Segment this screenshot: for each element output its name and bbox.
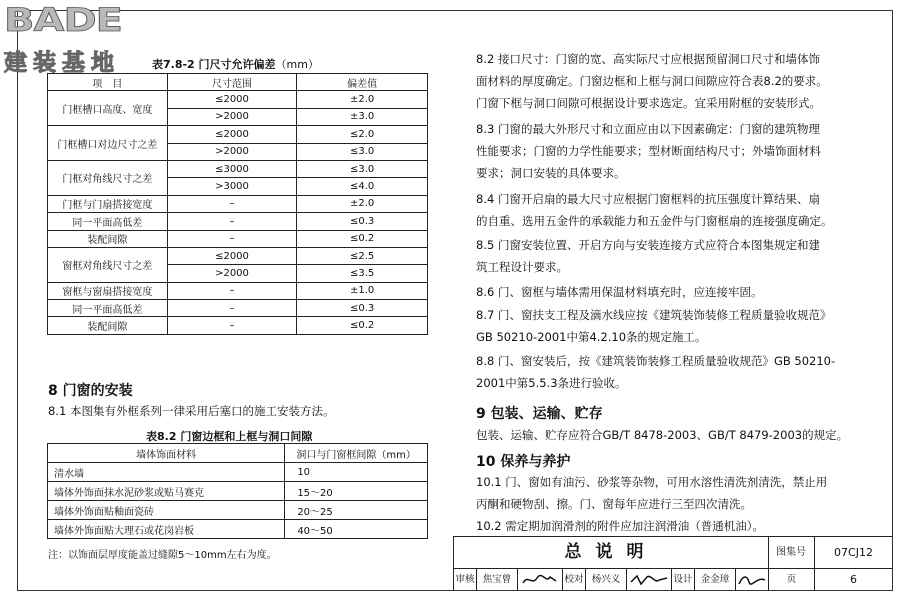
table2-caption: 表8.2 门窗边框和上框与洞口间隙 <box>146 430 313 443</box>
table2-header-row <box>48 444 428 463</box>
size-range: >2000 <box>167 143 297 160</box>
deviation-value: ≤3.0 <box>297 143 428 160</box>
table-row <box>48 520 428 539</box>
deviation-value: ≤0.2 <box>297 230 428 247</box>
right-text-line: 2001中第5.5.3条进行验收。 <box>476 376 627 390</box>
table-row <box>48 213 428 230</box>
size-range: – <box>167 230 297 247</box>
atlas-number: 07CJ12 <box>815 537 892 569</box>
section10-heading: 10 保养与养护 <box>476 454 571 470</box>
table-row <box>48 195 428 212</box>
right-text-line: 筑工程设计要求。 <box>476 260 568 274</box>
tolerance-item: 门框槽口对边尺寸之差 <box>48 126 168 161</box>
door-tolerance-table <box>47 73 428 335</box>
table-row <box>48 317 428 334</box>
signature-row <box>454 569 892 590</box>
table-row <box>48 282 428 299</box>
deviation-value: ±2.0 <box>297 195 428 212</box>
table1-header-cell: 尺寸范围 <box>167 74 297 91</box>
right-text-line: 8.7 门、窗扶支工程及滴水线应按《建筑装饰装修工程质量验收规范》 <box>476 308 832 322</box>
right-text-line: 性能要求；门窗的力学性能要求；型材断面结构尺寸；外墙饰面材料 <box>476 144 821 158</box>
tolerance-item: 窗框对角线尺寸之差 <box>48 247 168 282</box>
right-text-line: GB 50210-2001中第4.2.10条的规定施工。 <box>476 330 707 344</box>
deviation-value: ≤0.3 <box>297 213 428 230</box>
right-text-line: 8.8 门、窗安装后，按《建筑装饰装修工程质量验收规范》GB 50210- <box>476 354 836 368</box>
wall-finish-material: 墙体外饰面贴釉面瓷砖 <box>48 501 285 520</box>
right-text-line: 要求；洞口安装的具体要求。 <box>476 166 626 180</box>
gap-value: 40～50 <box>285 520 428 539</box>
section10-line-1: 10.1 门、窗如有油污、砂浆等杂物，可用水溶性清洗剂清洗，禁止用 <box>476 475 828 489</box>
table1-caption-text: 表7.8-2 门尺寸允许偏差 <box>152 58 276 71</box>
table1-caption <box>152 56 319 72</box>
table-row <box>48 300 428 317</box>
deviation-value: ≤3.0 <box>297 160 428 177</box>
right-text-line: 面材料的厚度确定。门窗边框和上框与洞口间隙应符合表8.2的要求。 <box>476 74 828 88</box>
table-row <box>48 463 428 482</box>
title-block <box>453 536 892 590</box>
deviation-value: ±3.0 <box>297 108 428 125</box>
gap-table <box>47 443 428 539</box>
section10-line-3: 10.2 需定期加润滑剂的附件应加注润滑油（普通机油）。 <box>476 519 765 533</box>
size-range: ≤3000 <box>167 160 297 177</box>
tolerance-item: 门框对角线尺寸之差 <box>48 160 168 195</box>
table1-header-cell: 偏差值 <box>297 74 428 91</box>
right-text-line: 的自重、选用五金件的承载能力和五金件与门窗框扇的连接强度确定。 <box>476 214 833 228</box>
designer-name: 金金璋 <box>695 569 736 590</box>
drawing-title: 总说明 <box>454 537 769 569</box>
deviation-value: ≤4.0 <box>297 178 428 195</box>
size-range: – <box>167 300 297 317</box>
table1-header-row <box>48 74 428 91</box>
table-row <box>48 482 428 501</box>
section8-p1: 8.1 本图集有外框系列一律采用后塞口的施工安装方法。 <box>48 404 335 418</box>
logo-cn: 建装基地 <box>4 50 120 76</box>
reviewer-name: 焦宝曾 <box>477 569 518 590</box>
right-text-line: 8.6 门、窗框与墙体需用保温材料填充时，应连接牢固。 <box>476 285 763 299</box>
deviation-value: ≤2.5 <box>297 247 428 264</box>
section8-heading: 8 门窗的安装 <box>48 383 133 399</box>
table2-header-cell: 墙体饰面材料 <box>48 444 285 463</box>
tolerance-item: 同一平面高低差 <box>48 300 168 317</box>
deviation-value: ±2.0 <box>297 91 428 108</box>
table-row <box>48 501 428 520</box>
tolerance-item: 装配间隙 <box>48 317 168 334</box>
section10-line-2: 丙酮和硬物刮、擦。门、窗每年应进行三至四次清洗。 <box>476 497 752 511</box>
size-range: ≤2000 <box>167 247 297 264</box>
size-range: – <box>167 282 297 299</box>
right-text-line: 8.2 接口尺寸：门窗的宽、高实际尺寸应根据预留洞口尺寸和墙体饰 <box>476 52 820 66</box>
gap-value: 15～20 <box>285 482 428 501</box>
table-row <box>48 91 428 108</box>
page-number: 6 <box>850 573 857 586</box>
reviewer-signature <box>518 569 563 590</box>
reviewer-signature-mark <box>520 572 560 588</box>
designer-signature <box>736 569 769 590</box>
right-text-line: 8.4 门窗开启扇的最大尺寸应根据门窗框料的抗压强度计算结果、扇 <box>476 192 820 206</box>
deviation-value: ≤3.5 <box>297 265 428 282</box>
section9-heading: 9 包装、运输、贮存 <box>476 406 603 422</box>
page-label: 页 <box>769 569 815 590</box>
deviation-value: ±1.0 <box>297 282 428 299</box>
checker-name: 杨兴义 <box>586 569 627 590</box>
checker-signature-mark <box>629 572 669 588</box>
size-range: ≤2000 <box>167 126 297 143</box>
design-label: 设计 <box>672 569 695 590</box>
right-text-line: 8.5 门窗安装位置、开启方向与安装连接方式应符合本图集规定和建 <box>476 238 820 252</box>
deviation-value: ≤0.2 <box>297 317 428 334</box>
designer-signature-mark <box>737 572 767 588</box>
tolerance-item: 门框槽口高度、宽度 <box>48 91 168 126</box>
table2-header-cell: 洞口与门窗框间隙（mm） <box>285 444 428 463</box>
checker-signature <box>627 569 672 590</box>
table2-note: 注：以饰面层厚度能盖过缝隙5～10mm左右为度。 <box>48 550 277 561</box>
tolerance-item: 装配间隙 <box>48 230 168 247</box>
table-row <box>48 126 428 143</box>
section9-text: 包装、运输、贮存应符合GB/T 8478-2003、GB/T 8479-2003的规定。 <box>476 428 849 442</box>
size-range: – <box>167 195 297 212</box>
check-label: 校对 <box>563 569 586 590</box>
wall-finish-material: 清水墙 <box>48 463 285 482</box>
size-range: >2000 <box>167 265 297 282</box>
logo-word: BADE <box>4 2 122 39</box>
table1-header-cell: 项 目 <box>48 74 168 91</box>
size-range: >2000 <box>167 108 297 125</box>
wall-finish-material: 墙体外饰面抹水泥砂浆或贴马赛克 <box>48 482 285 501</box>
deviation-value: ≤0.3 <box>297 300 428 317</box>
tolerance-item: 同一平面高低差 <box>48 213 168 230</box>
gap-value: 20～25 <box>285 501 428 520</box>
review-label: 审核 <box>454 569 477 590</box>
gap-value: 10 <box>285 463 428 482</box>
atlas-label: 图集号 <box>768 537 815 569</box>
table-row <box>48 160 428 177</box>
tolerance-item: 窗框与窗扇搭接宽度 <box>48 282 168 299</box>
deviation-value: ≤2.0 <box>297 126 428 143</box>
size-range: ≤2000 <box>167 91 297 108</box>
table1-unit: （mm） <box>275 58 319 71</box>
table-row <box>48 247 428 264</box>
right-text-line: 8.3 门窗的最大外形尺寸和立面应由以下因素确定：门窗的建筑物理 <box>476 122 820 136</box>
table-row <box>48 230 428 247</box>
bade-logo <box>4 2 154 76</box>
size-range: – <box>167 317 297 334</box>
right-text-line: 门窗下框与洞口间隙可根据设计要求选定。宜采用附框的安装形式。 <box>476 96 821 110</box>
wall-finish-material: 墙体外饰面贴大理石或花岗岩板 <box>48 520 285 539</box>
tolerance-item: 门框与门扇搭接宽度 <box>48 195 168 212</box>
size-range: – <box>167 213 297 230</box>
size-range: >3000 <box>167 178 297 195</box>
